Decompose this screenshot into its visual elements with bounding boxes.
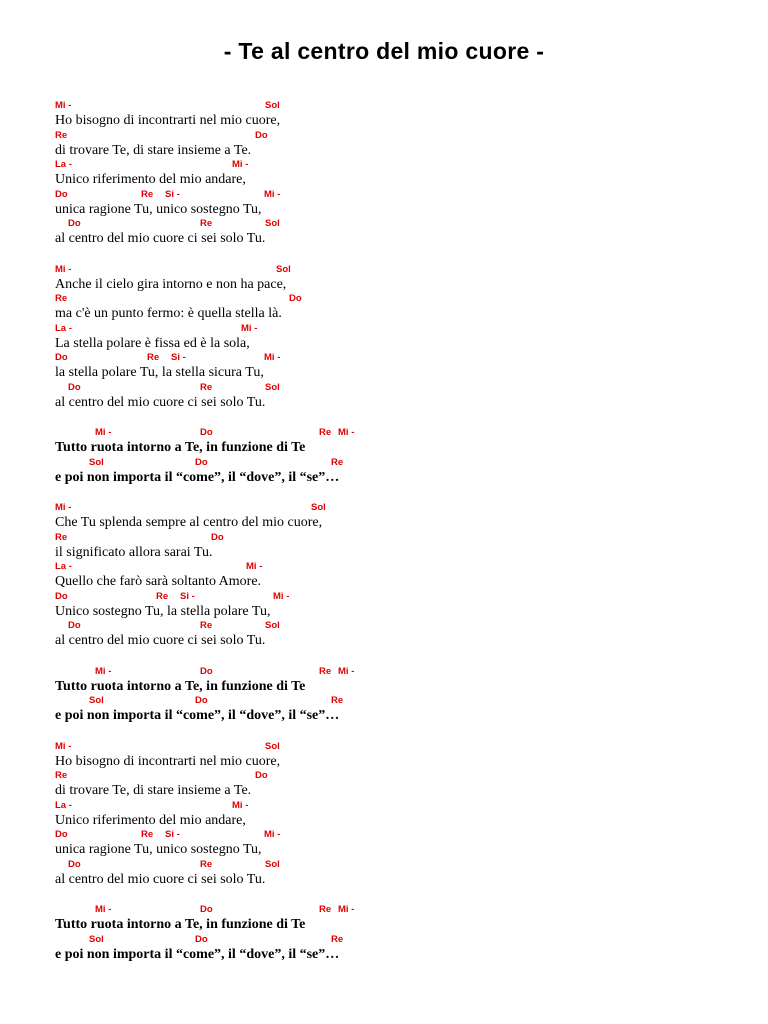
chord-line xyxy=(55,561,755,573)
line xyxy=(55,130,755,160)
lyric-line: Tutto ruota intorno a Te, in funzione di Te xyxy=(55,678,306,694)
lyric-line: di trovare Te, di stare insieme a Te. xyxy=(55,142,252,158)
lyric-line: il significato allora sarai Tu. xyxy=(55,544,213,560)
line xyxy=(55,189,755,219)
chord: Re xyxy=(200,381,213,393)
chord: Mi - xyxy=(55,740,72,752)
chord: Do xyxy=(289,293,302,304)
chord-line xyxy=(55,695,755,707)
lyric-line: Ho bisogno di incontrarti nel mio cuore, xyxy=(55,113,281,128)
line xyxy=(55,904,755,934)
chord: Do xyxy=(255,129,268,141)
chord: Re xyxy=(55,129,68,141)
chord-line xyxy=(55,264,755,276)
chord-line xyxy=(55,904,755,916)
song-body xyxy=(55,100,755,963)
chord: Mi - xyxy=(264,829,281,840)
chord: La - xyxy=(55,799,72,811)
chord: Do xyxy=(200,427,213,438)
chord: La - xyxy=(55,561,72,572)
chord: Re xyxy=(200,620,213,631)
chord-line xyxy=(55,591,755,603)
line xyxy=(55,502,755,532)
chord: Do xyxy=(195,933,208,945)
chord-line xyxy=(55,934,755,946)
chord: Mi - xyxy=(264,188,281,200)
lyric-line: Quello che farò sarà soltanto Amore. xyxy=(55,574,262,589)
chord: Re xyxy=(147,352,160,363)
chord: Mi - xyxy=(273,590,290,602)
chord: Sol xyxy=(276,263,291,275)
chord: Mi - xyxy=(338,665,355,677)
lyric-line: Tutto ruota intorno a Te, in funzione di Te xyxy=(55,440,306,455)
lyric-line: ma c'è un punto fermo: è quella stella là. xyxy=(55,306,282,321)
chord: Do xyxy=(55,352,68,363)
chord-line xyxy=(55,382,755,394)
chord: Do xyxy=(211,531,224,543)
chord-line xyxy=(55,159,755,171)
chord: Re xyxy=(156,590,169,602)
chord-line xyxy=(55,189,755,201)
line xyxy=(55,934,755,964)
chord: Re xyxy=(200,218,213,229)
chord-line xyxy=(55,130,755,142)
lyric-line: Che Tu splenda sempre al centro del mio cuore, xyxy=(55,515,323,530)
line xyxy=(55,591,755,621)
lyric-line: di trovare Te, di stare insieme a Te. xyxy=(55,783,252,798)
chord: Sol xyxy=(89,695,104,706)
chord: La - xyxy=(55,159,72,170)
line xyxy=(55,100,755,130)
chord: Si - xyxy=(180,590,195,602)
line xyxy=(55,264,755,294)
line xyxy=(55,770,755,800)
chord: La - xyxy=(55,322,72,334)
line xyxy=(55,352,755,382)
chord: Mi - xyxy=(95,427,112,438)
chorus-3 xyxy=(55,904,755,963)
chord: Si - xyxy=(171,352,186,363)
verse-3 xyxy=(55,502,755,650)
chord: Re xyxy=(141,188,154,200)
lyric-line: la stella polare Tu, la stella sicura Tu, xyxy=(55,365,264,380)
chorus-2 xyxy=(55,666,755,725)
chord: Re xyxy=(331,695,344,706)
chord: Do xyxy=(255,770,268,781)
chord: Mi - xyxy=(241,322,258,334)
chord: Mi - xyxy=(246,561,263,572)
chord: Sol xyxy=(265,858,280,870)
chord-line xyxy=(55,323,755,335)
chord: Sol xyxy=(89,456,104,468)
chord-line xyxy=(55,352,755,364)
lyric-line: e poi non importa il “come”, il “dove”, il “se”… xyxy=(55,708,340,723)
chord: Sol xyxy=(265,100,280,111)
lyric-line: Anche il cielo gira intorno e non ha pace, xyxy=(55,276,287,292)
chord: Sol xyxy=(265,620,280,631)
chord: Mi - xyxy=(55,502,72,513)
chord: Do xyxy=(68,381,81,393)
line xyxy=(55,457,755,487)
chord: Do xyxy=(68,620,81,631)
verse-1-repeat xyxy=(55,741,755,889)
line xyxy=(55,427,755,457)
chorus-1 xyxy=(55,427,755,486)
line xyxy=(55,695,755,725)
line xyxy=(55,382,755,412)
chord-line xyxy=(55,100,755,112)
chord: Do xyxy=(68,218,81,229)
lyric-line: Unico riferimento del mio andare, xyxy=(55,172,246,187)
chord-line xyxy=(55,829,755,841)
chord: Do xyxy=(55,590,68,602)
chord-line xyxy=(55,800,755,812)
chord: Re xyxy=(331,456,344,468)
lyric-line: Unico riferimento del mio andare, xyxy=(55,812,246,828)
chord-line xyxy=(55,859,755,871)
line xyxy=(55,218,755,248)
chord: Do xyxy=(55,188,68,200)
line xyxy=(55,859,755,889)
chord: Re xyxy=(141,829,154,840)
chord: Si - xyxy=(165,829,180,840)
chord-line xyxy=(55,620,755,632)
chord: Re xyxy=(319,904,332,915)
chord: Sol xyxy=(89,933,104,945)
verse-1 xyxy=(55,100,755,248)
line xyxy=(55,159,755,189)
lyric-line: e poi non importa il “come”, il “dove”, il “se”… xyxy=(55,946,340,962)
chord-line xyxy=(55,457,755,469)
lyric-line: Ho bisogno di incontrarti nel mio cuore, xyxy=(55,753,281,769)
chord: Re xyxy=(55,531,68,543)
chord-line xyxy=(55,741,755,753)
chord-line xyxy=(55,666,755,678)
chord: Do xyxy=(200,904,213,915)
chord: Sol xyxy=(265,740,280,752)
lyric-line: e poi non importa il “come”, il “dove”, il “se”… xyxy=(55,469,340,485)
chord-line xyxy=(55,427,755,439)
line xyxy=(55,741,755,771)
chord-line xyxy=(55,532,755,544)
lyric-line: Tutto ruota intorno a Te, in funzione di Te xyxy=(55,917,306,932)
chord-line xyxy=(55,502,755,514)
chord: Mi - xyxy=(55,263,72,275)
lyric-line: al centro del mio cuore ci sei solo Tu. xyxy=(55,231,266,246)
chord: Si - xyxy=(165,188,180,200)
chord: Mi - xyxy=(232,799,249,811)
lyric-line: al centro del mio cuore ci sei solo Tu. xyxy=(55,633,266,648)
line xyxy=(55,666,755,696)
lyric-line: al centro del mio cuore ci sei solo Tu. xyxy=(55,871,266,887)
chord: Mi - xyxy=(338,904,355,915)
chord: Mi - xyxy=(338,427,355,438)
chord: Mi - xyxy=(232,159,249,170)
line xyxy=(55,293,755,323)
line xyxy=(55,620,755,650)
chord: Re xyxy=(55,770,68,781)
chord: Re xyxy=(319,665,332,677)
chord: Mi - xyxy=(95,665,112,677)
lyric-line: Unico sostegno Tu, la stella polare Tu, xyxy=(55,603,271,619)
chord: Re xyxy=(200,858,213,870)
chord: Do xyxy=(200,665,213,677)
lyric-line: al centro del mio cuore ci sei solo Tu. xyxy=(55,394,266,410)
lyric-line: unica ragione Tu, unico sostegno Tu, xyxy=(55,842,262,857)
chord-line xyxy=(55,218,755,230)
line xyxy=(55,829,755,859)
chord: Sol xyxy=(265,381,280,393)
chord: Do xyxy=(195,456,208,468)
line xyxy=(55,323,755,353)
line xyxy=(55,532,755,562)
chord-line xyxy=(55,293,755,305)
chord: Do xyxy=(55,829,68,840)
line xyxy=(55,800,755,830)
chord: Re xyxy=(331,933,344,945)
lyric-line: unica ragione Tu, unico sostegno Tu, xyxy=(55,201,262,217)
chord-line xyxy=(55,770,755,782)
chord: Sol xyxy=(265,218,280,229)
chord: Mi - xyxy=(95,904,112,915)
chord: Mi - xyxy=(264,352,281,363)
verse-2 xyxy=(55,264,755,412)
chord: Re xyxy=(319,427,332,438)
chord: Do xyxy=(68,858,81,870)
lyric-line: La stella polare è fissa ed è la sola, xyxy=(55,335,250,351)
chord: Re xyxy=(55,293,68,304)
line xyxy=(55,561,755,591)
chord: Do xyxy=(195,695,208,706)
chord: Sol xyxy=(311,502,326,513)
song-title: - Te al centro del mio cuore - xyxy=(223,38,545,64)
chord: Mi - xyxy=(55,100,72,111)
